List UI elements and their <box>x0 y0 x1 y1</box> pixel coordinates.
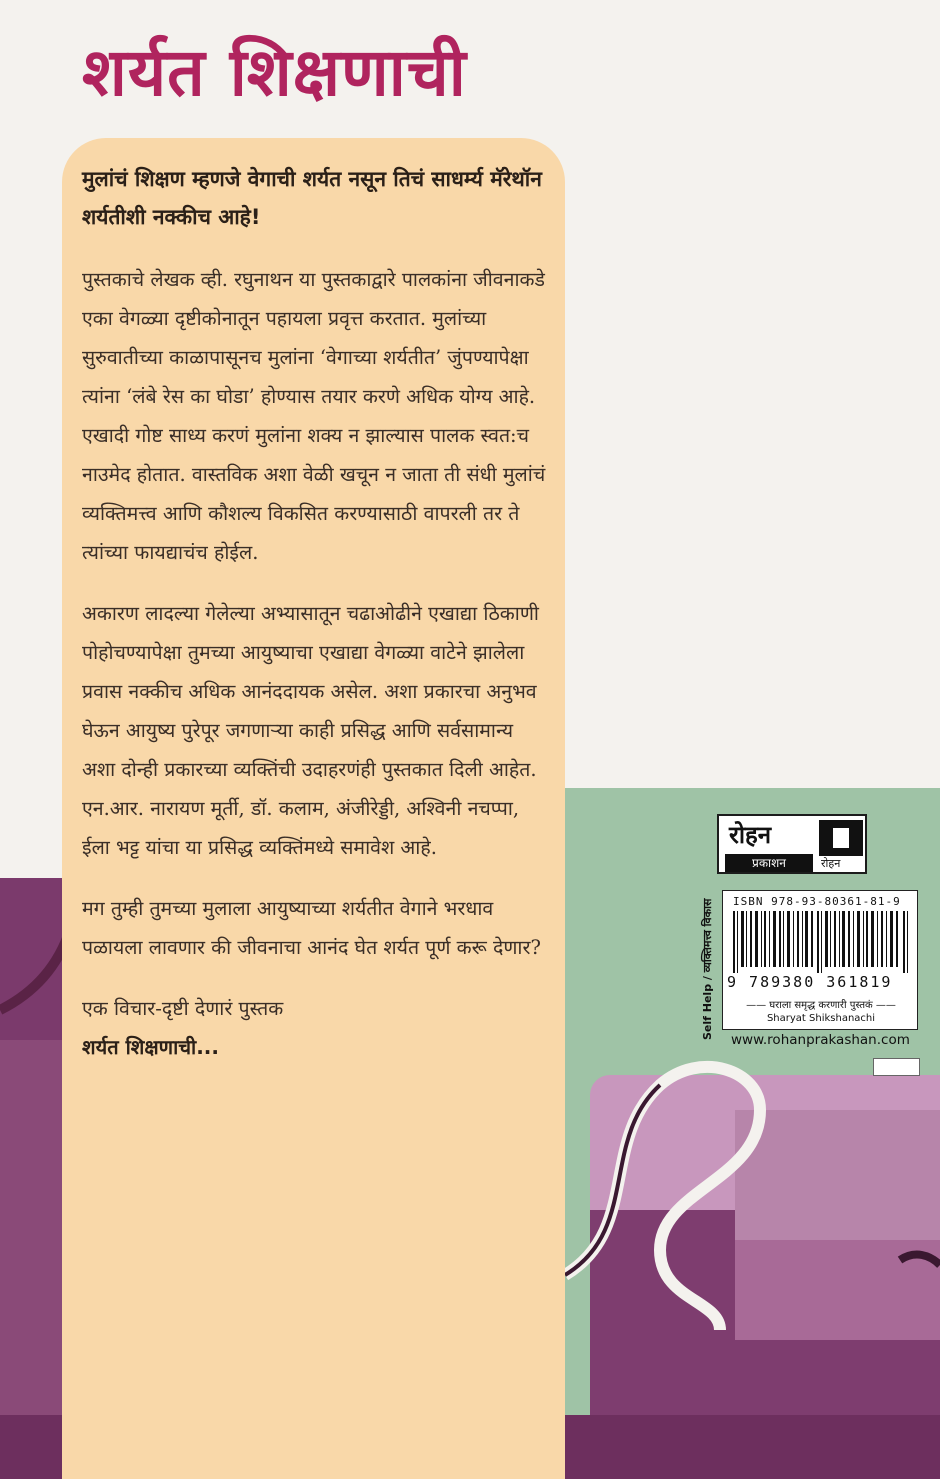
publisher-name: रोहन <box>729 821 772 849</box>
barcode-box <box>722 890 918 1030</box>
closing-block <box>82 989 552 1067</box>
book-name-latin: Sharyat Shikshanachi <box>766 1013 876 1024</box>
category-label <box>700 890 720 1040</box>
blurb-paragraph-3: मग तुम्ही तुमच्या मुलाला आयुष्याच्या शर्यतीत वेगाने भरधाव पळायला लावणार की जीवनाचा आनंद घेत शर्यत पूर्ण करू देणार? <box>82 897 541 959</box>
book-icon <box>819 820 863 856</box>
blurb-paragraph-1: पुस्तकाचे लेखक व्ही. रघुनाथन या पुस्तकाद्वारे पालकांना जीवनाकडे एका वेगळ्या दृष्टीकोनातून पहायला प्रवृत्त करतात. मुलांच्या सुरुवातीच्या काळापासूनच मुलांना ‘वेगाच्या शर्यतीत’ जुंपण्यापेक्षा त्यांना ‘लंबे रेस का घोडा’ होण्यास तयार करणे अधिक योग्य आहे. एखादी गोष्ट साध्य करणं मुलांना शक्य न झाल्यास पालक स्वत:च नाउमेद होतात. वास्तविक अशा वेळी खचून न जाता ती संधी मुलांचं व्यक्तिमत्त्व आणि कौशल्य विकसित करण्यासाठी वापरली तर ते त्यांच्या फायद्याचंच होईल. <box>82 268 546 564</box>
closing-line: एक विचार-दृष्टी देणारं पुस्तक <box>82 997 284 1020</box>
blurb-paragraph-2: अकारण लादल्या गेलेल्या अभ्यासातून चढाओढीने एखाद्या ठिकाणी पोहोचण्यापेक्षा तुमच्या आयुष्याचा एखाद्या वेगळ्या वाटेने झालेला प्रवास नक्कीच अधिक आनंददायक असेल. अशा प्रकारचा अनुभव घेऊन आयुष्य पुरेपूर जगणाऱ्या काही प्रसिद्ध आणि सर्वसामान्य अशा दोन्ही प्रकारच्या व्यक्तिंची उदाहरणंही पुस्तकात दिली आहेत. एन.आर. नारायण मूर्ती, डॉ. कलाम, अंजीरेड्डी, अश्विनी नचप्पा, ईला भट्ट यांचा या प्रसिद्ध व्यक्तिंमध्ये समावेश आहे. <box>82 602 539 859</box>
price-sticker <box>873 1058 920 1076</box>
publisher-script: रोहन <box>821 857 841 870</box>
blurb-panel <box>62 138 565 1479</box>
publisher-tagline: —— घराला समृद्ध करणारी पुस्तकं —— <box>746 1000 896 1011</box>
closing-title: शर्यत शिक्षणाची... <box>82 1035 219 1059</box>
lead-statement: मुलांचं शिक्षण म्हणजे वेगाची शर्यत नसून तिचं साधर्म्य मॅरेथॉन शर्यतीशी नक्कीच आहे! <box>82 167 542 229</box>
barcode-number: 9 789380 361819 <box>727 973 893 991</box>
barcode-icon <box>733 911 909 973</box>
publisher-logo <box>717 814 867 874</box>
publisher-sub: प्रकाशन <box>725 854 813 872</box>
publisher-website: www.rohanprakashan.com <box>731 1032 910 1048</box>
book-title: शर्यत शिक्षणाची <box>82 34 467 111</box>
isbn-text: ISBN 978-93-80361-81-9 <box>733 895 901 908</box>
category-text: Self Help / व्यक्तिमत्त्व विकास <box>701 898 714 1040</box>
